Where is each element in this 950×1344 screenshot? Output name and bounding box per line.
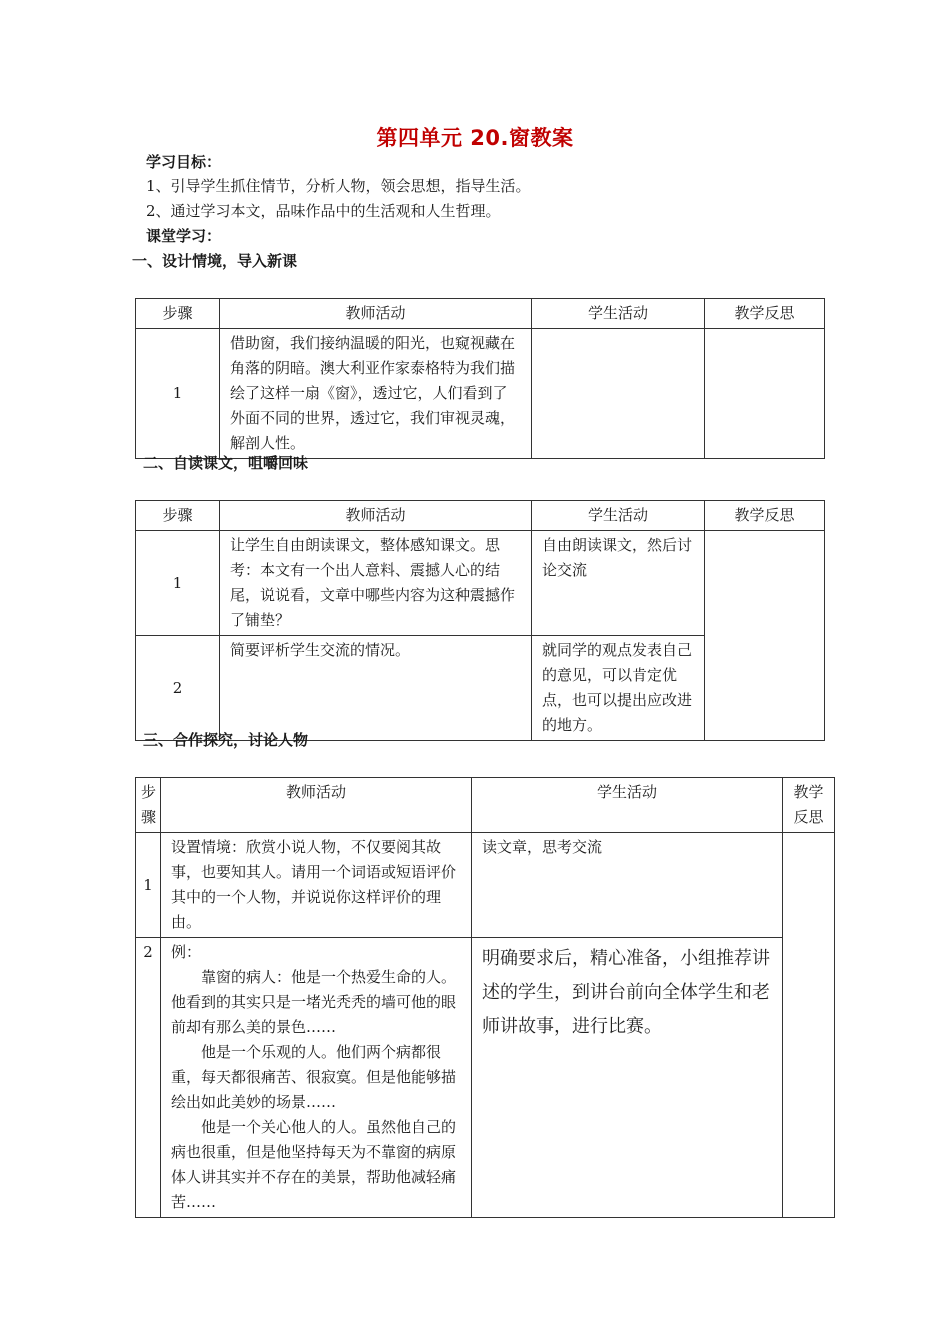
section3-table bbox=[135, 777, 835, 1218]
document-title: 第四单元 20.窗教案 bbox=[376, 126, 574, 150]
header-teacher: 教师活动 bbox=[161, 778, 472, 833]
table-row bbox=[136, 329, 825, 459]
student-activity-text: 明确要求后，精心准备，小组推荐讲述的学生，到讲台前向全体学生和老师讲故事，进行比赛。 bbox=[482, 948, 770, 1037]
row-teacher-activity bbox=[161, 938, 472, 1218]
row-step: 1 bbox=[136, 531, 220, 636]
header-teacher: 教师活动 bbox=[220, 501, 532, 531]
table-header-row bbox=[136, 778, 835, 833]
header-reflection: 教学反思 bbox=[705, 501, 825, 531]
row-teacher-activity: 设置情境：欣赏小说人物，不仅要阅其故事，也要知其人。请用一个词语或短语评价其中的一个人物，并说说你这样评价的理由。 bbox=[161, 833, 472, 938]
header-teacher: 教师活动 bbox=[220, 299, 532, 329]
teacher-paragraph: 他是一个乐观的人。他们两个病都很重，每天都很痛苦、很寂寞。但是他能够描绘出如此美妙的场景…… bbox=[171, 1043, 457, 1111]
row-reflection bbox=[783, 833, 835, 1218]
header-student: 学生活动 bbox=[472, 778, 783, 833]
table-header-row bbox=[136, 501, 825, 531]
header-step: 步骤 bbox=[136, 501, 220, 531]
section3-heading: 三、合作探究，讨论人物 bbox=[143, 731, 309, 749]
header-student: 学生活动 bbox=[532, 501, 705, 531]
row-student-activity bbox=[472, 938, 783, 1218]
row-teacher-activity: 借助窗，我们接纳温暖的阳光，也窥视藏在角落的阴暗。澳大利亚作家泰格特为我们描绘了这样一扇《窗》，透过它，人们看到了外面不同的世界，透过它，我们审视灵魂，解剖人性。 bbox=[220, 329, 532, 459]
section1-heading: 一、设计情境，导入新课 bbox=[132, 252, 298, 270]
objective-1: 1、引导学生抓住情节，分析人物，领会思想，指导生活。 bbox=[146, 177, 531, 195]
row-reflection bbox=[705, 531, 825, 741]
teacher-example-label: 例： bbox=[171, 943, 202, 961]
header-reflection: 教学反思 bbox=[705, 299, 825, 329]
row-step: 2 bbox=[136, 636, 220, 741]
header-reflection-text: 教学反思 bbox=[793, 783, 824, 826]
objectives-heading: 学习目标： bbox=[146, 153, 222, 171]
row-step: 1 bbox=[136, 833, 161, 938]
row-student-activity: 读文章，思考交流 bbox=[472, 833, 783, 938]
table-row bbox=[136, 531, 825, 636]
section2-table bbox=[135, 500, 825, 741]
table-row bbox=[136, 938, 835, 1218]
row-student-activity: 就同学的观点发表自己的意见，可以肯定优点，也可以提出应改进的地方。 bbox=[532, 636, 705, 741]
section2-heading: 二、自读课文，咀嚼回味 bbox=[143, 454, 309, 472]
section1-table bbox=[135, 298, 825, 459]
header-step: 步骤 bbox=[136, 299, 220, 329]
row-student-activity bbox=[532, 329, 705, 459]
objective-2: 2、通过学习本文，品味作品中的生活观和人生哲理。 bbox=[146, 202, 501, 220]
classroom-heading: 课堂学习： bbox=[146, 227, 222, 245]
table-header-row bbox=[136, 299, 825, 329]
header-student: 学生活动 bbox=[532, 299, 705, 329]
header-step-text: 步骤 bbox=[141, 783, 157, 826]
row-step: 2 bbox=[136, 938, 161, 1218]
teacher-paragraph: 靠窗的病人：他是一个热爱生命的人。他看到的其实只是一堵光秃秃的墙可他的眼前却有那么美的景色…… bbox=[171, 968, 457, 1036]
row-teacher-activity: 让学生自由朗读课文，整体感知课文。思考：本文有一个出人意料、震撼人心的结尾，说说看，文章中哪些内容为这种震撼作了铺垫？ bbox=[220, 531, 532, 636]
row-student-activity: 自由朗读课文，然后讨论交流 bbox=[532, 531, 705, 636]
row-reflection bbox=[705, 329, 825, 459]
row-step: 1 bbox=[136, 329, 220, 459]
teacher-paragraph: 他是一个关心他人的人。虽然他自己的病也很重，但是他坚持每天为不靠窗的病原体人讲其实并不存在的美景，帮助他减轻痛苦…… bbox=[171, 1118, 457, 1211]
table-row bbox=[136, 833, 835, 938]
header-reflection bbox=[783, 778, 835, 833]
header-step bbox=[136, 778, 161, 833]
row-teacher-activity: 简要评析学生交流的情况。 bbox=[220, 636, 532, 741]
